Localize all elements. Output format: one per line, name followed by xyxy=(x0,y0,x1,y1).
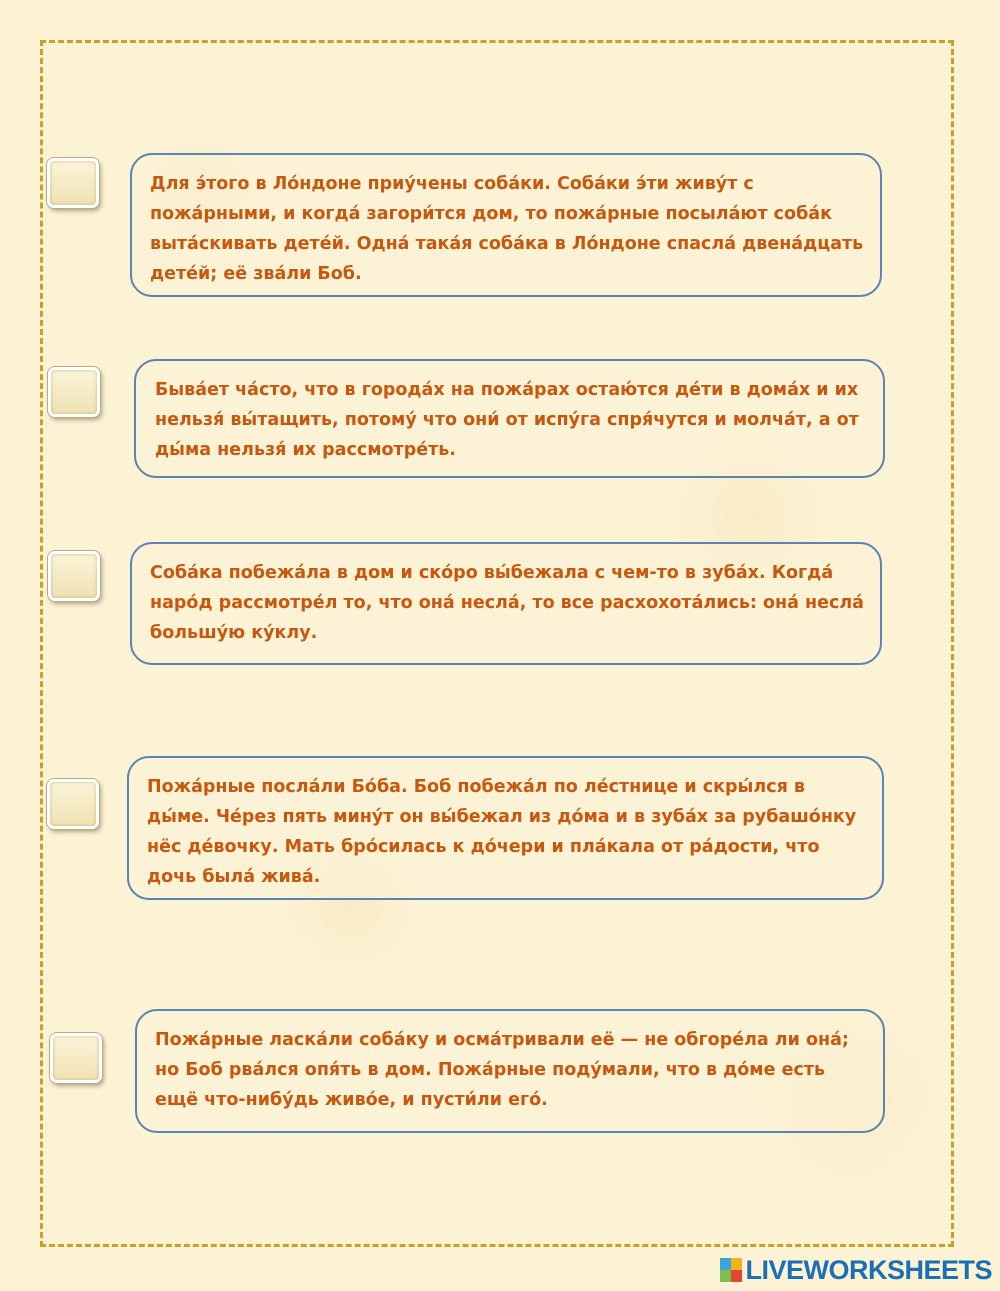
story-card-text: Быва́ет ча́сто, что в города́х на пожа́рах остаю́тся де́ти в дома́х и их нельзя́ вы́тащить, потому́ что они́ от испу́га спря́чутся и молча́т, а от ды́ма нельзя́ их рассмотре́ть. xyxy=(155,380,859,460)
order-checkbox-4[interactable] xyxy=(47,779,99,829)
story-card-3 xyxy=(130,542,882,665)
liveworksheets-logo-icon xyxy=(720,1258,742,1282)
story-card-2 xyxy=(134,359,885,478)
story-card-text: Соба́ка побежа́ла в дом и ско́ро вы́бежала с чем-то в зуба́х. Когда́ наро́д рассмотре́л то, что она́ несла́, то все расхохота́лись: она́ несла́ большу́ю ку́клу. xyxy=(150,563,864,643)
order-checkbox-3[interactable] xyxy=(48,551,100,601)
liveworksheets-logo-text: LIVEWORKSHEETS xyxy=(745,1254,992,1285)
story-card-5 xyxy=(135,1009,885,1133)
story-card-text: Для э́того в Ло́ндоне приу́чены соба́ки. Соба́ки э́ти живу́т с пожа́рными, и когда́ загори́тся дом, то пожа́рные посыла́ют соба́к выта́скивать дете́й. Одна́ така́я соба́ка в Ло́ндоне спасла́ двена́дцать дете́й; её зва́ли Боб. xyxy=(150,174,864,284)
story-card-4 xyxy=(127,756,884,900)
story-card-text: Пожа́рные ласка́ли соба́ку и осма́тривали её — не обгоре́ла ли она́; но Боб рва́лся опя́ть в дом. Пожа́рные поду́мали, что в до́ме есть ещё что-нибу́дь живо́е, и пусти́ли его́. xyxy=(155,1030,849,1110)
order-checkbox-1[interactable] xyxy=(47,158,99,208)
liveworksheets-logo xyxy=(720,1255,992,1285)
story-card-1 xyxy=(130,153,882,297)
story-card-text: Пожа́рные посла́ли Бо́ба. Боб побежа́л по ле́стнице и скры́лся в ды́ме. Че́рез пять мину́т он вы́бежал из до́ма и в зуба́х за рубашо́нку нёс де́вочку. Мать бро́силась к до́чери и пла́кала от ра́дости, что дочь была́ жива́. xyxy=(147,777,857,887)
order-checkbox-5[interactable] xyxy=(50,1033,102,1083)
order-checkbox-2[interactable] xyxy=(48,367,100,417)
